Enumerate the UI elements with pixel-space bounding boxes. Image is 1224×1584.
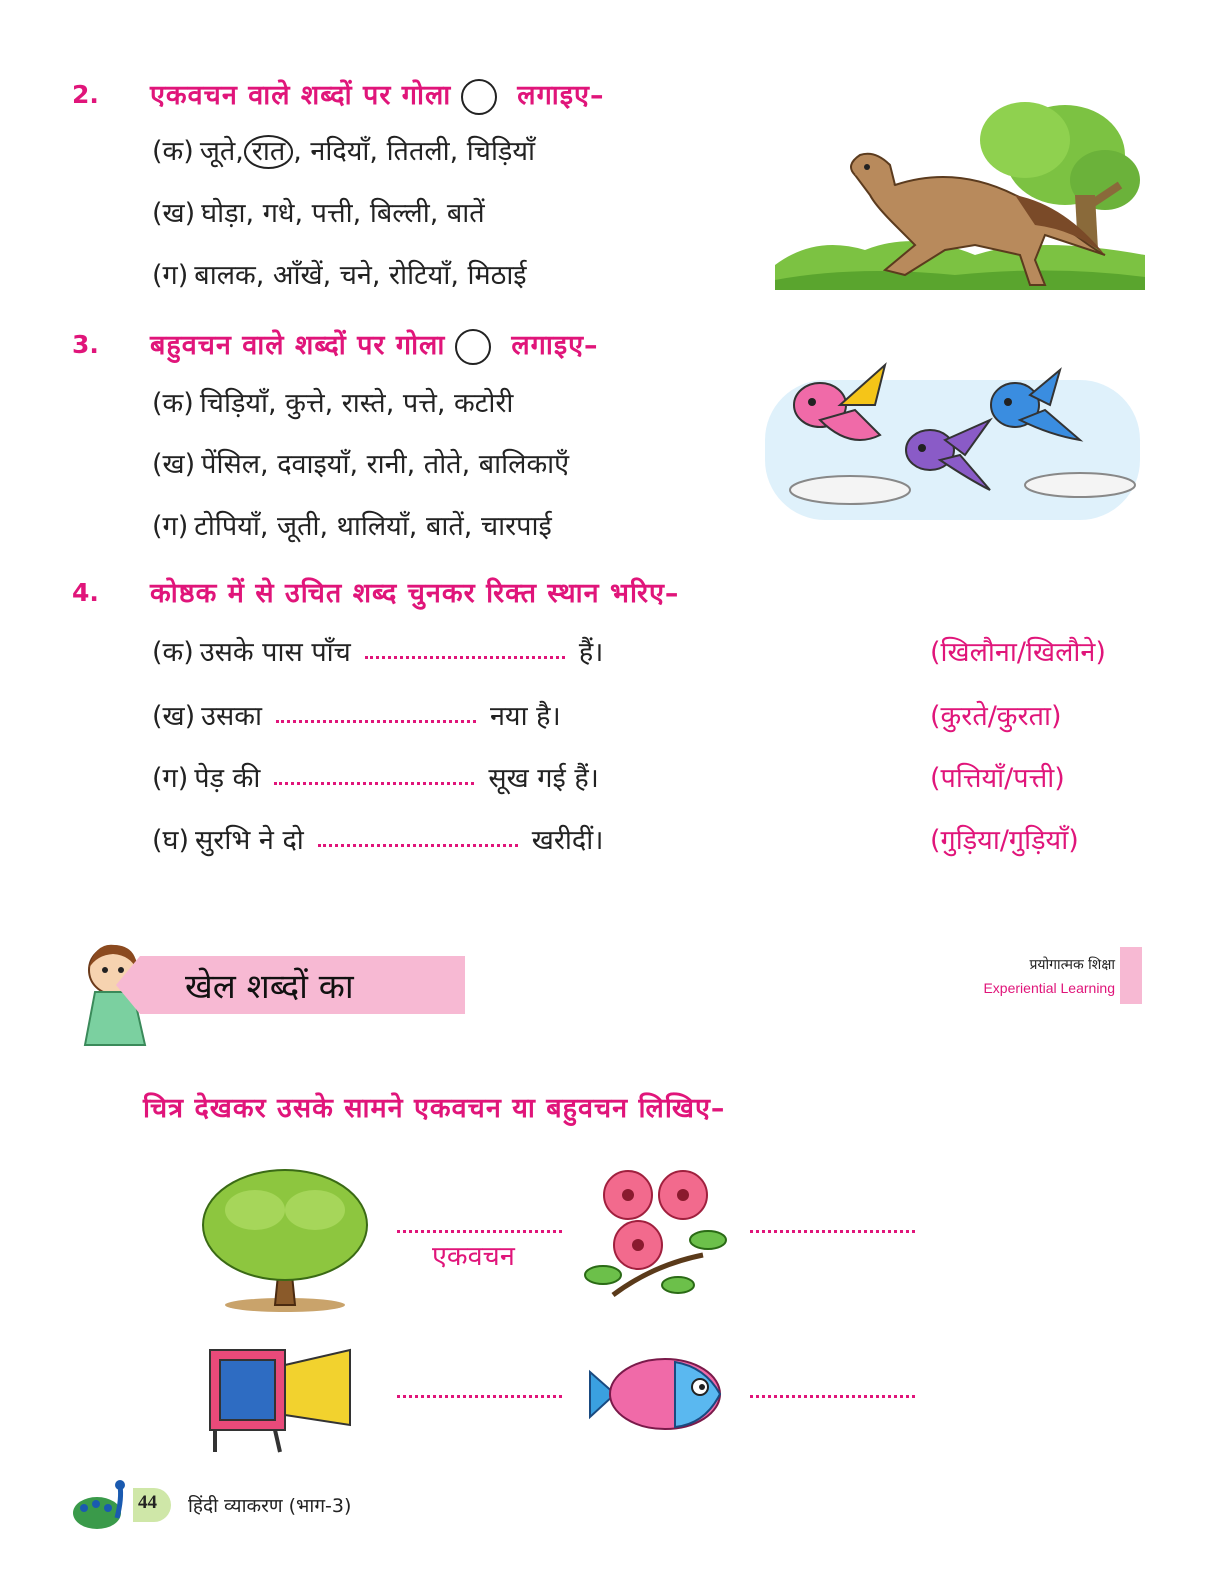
horse-illustration [775,85,1145,305]
sentence-end: नया है। [489,701,561,732]
q4-row-ka [152,632,603,669]
birds-illustration [760,360,1145,525]
word-list: चिड़ियाँ, कुत्ते, रास्ते, पत्ते, कटोरी [199,388,514,419]
q4-options-ga: (पत्तियाँ/पत्ती) [930,763,1065,794]
word-list: बालक, आँखें, चने, रोटियाँ, मिठाई [194,260,527,291]
game-instruction: चित्र देखकर उसके सामने एकवचन या बहुवचन लिखिए– [143,1093,726,1124]
row-label: (क) [152,637,194,668]
q3-heading [150,325,599,365]
tag-bar [1120,947,1142,1004]
sentence-start: पेड़ की [194,763,261,794]
row-label: (घ) [152,825,190,856]
tree-picture [195,1165,375,1315]
banner-arrow [116,956,140,1014]
q4-options-gha: (गुड़िया/गुड़ियाँ) [930,825,1079,856]
blank-field[interactable] [274,774,474,785]
sentence-start: सुरभि ने दो [195,825,304,856]
sentence-end: हैं। [578,637,604,668]
row-label: (क) [152,388,194,419]
row-label: (ग) [152,260,189,291]
q2-heading [150,75,604,115]
q3-row-kha [152,444,569,481]
fish-picture [585,1352,725,1437]
word-list: पेंसिल, दवाइयाँ, रानी, तोते, बालिकाएँ [201,449,570,480]
q3-number: 3. [72,330,99,359]
q2-row-kha [152,193,485,230]
circled-word: रात [244,135,293,169]
banner-title: खेल शब्दों का [185,967,354,1007]
word-list: घोड़ा, गधे, पत्ती, बिल्ली, बातें [201,198,485,229]
q3-row-ga [152,506,552,543]
circle-icon [461,79,497,115]
q4-options-ka: (खिलौना/खिलौने) [930,637,1106,668]
example-answer: एकवचन [432,1241,515,1272]
q4-row-ga [152,758,599,795]
page-number: 44 [138,1492,157,1513]
sentence-end: खरीदीं। [531,825,604,856]
drum-picture [205,1340,355,1455]
q4-row-gha [152,820,603,857]
row-label: (ख) [152,701,196,732]
q4-row-kha [152,696,561,733]
row-label: (ग) [152,511,189,542]
q2-row-ga [152,255,527,292]
sentence-start: उसका [201,701,262,732]
answer-line-flowers[interactable] [750,1230,915,1233]
sentence-end: सूख गई हैं। [488,763,599,794]
peacock-icon [72,1478,134,1533]
q2-heading-before: एकवचन वाले शब्दों पर गोला [150,80,452,111]
row-label: (ख) [152,449,196,480]
tag-english: Experiential Learning [983,980,1115,996]
row-label: (ख) [152,198,196,229]
row-label: (ग) [152,763,189,794]
answer-line-drum[interactable] [397,1395,562,1398]
circle-icon [455,329,491,365]
q3-row-ka [152,383,513,420]
game-banner [140,956,465,1014]
q2-heading-after: लगाइए– [517,80,605,111]
q4-number: 4. [72,578,99,607]
blank-field[interactable] [365,648,565,659]
word: जूते, [199,136,244,167]
q2-row-ka [152,131,535,169]
book-title: हिंदी व्याकरण (भाग-3) [188,1495,352,1517]
blank-field[interactable] [276,712,476,723]
word-list: टोपियाँ, जूती, थालियाँ, बातें, चारपाई [194,511,552,542]
blank-field[interactable] [318,836,518,847]
word-list: , नदियाँ, तितली, चिड़ियाँ [293,136,536,167]
sentence-start: उसके पास पाँच [199,637,351,668]
tag-hindi: प्रयोगात्मक शिक्षा [1029,957,1115,973]
q4-heading: कोष्ठक में से उचित शब्द चुनकर रिक्त स्थान भरिए– [150,578,680,609]
q2-number: 2. [72,80,99,109]
row-label: (क) [152,136,194,167]
q3-heading-after: लगाइए– [511,330,599,361]
answer-line-tree[interactable] [397,1230,562,1233]
flowers-picture [583,1165,728,1305]
q4-options-kha: (कुरते/कुरता) [930,701,1062,732]
q3-heading-before: बहुवचन वाले शब्दों पर गोला [150,330,446,361]
answer-line-fish[interactable] [750,1395,915,1398]
